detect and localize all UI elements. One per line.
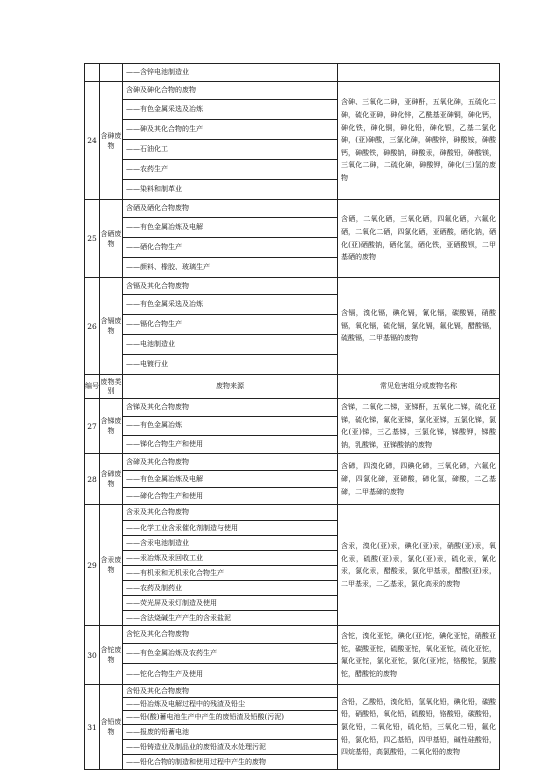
- waste-number: 31: [85, 685, 100, 770]
- source-cell: 含碲及其化合物废物: [123, 454, 338, 471]
- source-cell: ——有色金属采选及冶炼: [123, 100, 338, 120]
- source-cell: ——铅铸造业及制品业的废铅渣及水处理污泥: [123, 740, 338, 755]
- source-cell: ——颜料、橡胶、玻璃生产: [123, 258, 338, 278]
- header-number: 编号: [85, 375, 100, 399]
- source-cell: ——锑化合物生产和使用: [123, 435, 338, 454]
- components-cell: 含硒，二氧化硒，三氧化硒，四氟化硒，六氟化硒，二氧化二硒，四氯化硒，亚硒酸，硒化钠，硒化(亚)硒酸钠，硒化氢，硒化铁，亚硒酸钡，二甲基硒的废物: [338, 200, 500, 278]
- source-cell: ——汞冶炼及汞回收工业: [123, 551, 338, 566]
- waste-number: 28: [85, 454, 100, 505]
- table-row: [85, 278, 500, 295]
- components-cell: 含碲，四溴化碲，四碘化碲，三氧化碲，六氟化碲，四氯化碲，亚碲酸，碲化氢，碲酸，二乙基碲，二甲基碲的废物: [338, 454, 500, 505]
- source-cell: ——碲化合物生产和使用: [123, 488, 338, 505]
- header-row: [85, 375, 500, 399]
- hazardous-waste-table: [84, 63, 500, 770]
- source-cell: ——有色金属采选及冶炼: [123, 295, 338, 315]
- source-cell: ——石油化工: [123, 140, 338, 160]
- source-cell: ——铊化合物生产及使用: [123, 664, 338, 685]
- source-cell: ——有机汞和无机汞化合物生产: [123, 566, 338, 581]
- source-cell: 含汞及其化合物废物: [123, 505, 338, 521]
- waste-category: 含汞废物: [100, 505, 123, 626]
- waste-number: 26: [85, 278, 100, 375]
- source-cell: ——硒化合物生产: [123, 238, 338, 258]
- waste-category: 含镉废物: [100, 278, 123, 375]
- waste-category: 含铅废物: [100, 685, 123, 770]
- components-cell: 含铊，溴化亚铊，碘化(亚)铊，碘化亚铊，硝酸亚铊，碳酸亚铊，硫酸亚铊，氧化亚铊，硫化亚铊，氟化亚铊，氯化亚铊，氯化(亚)铊，铬酸铊，氯酸铊，醋酸铊的废物: [338, 626, 500, 685]
- source-cell: ——含法烧碱生产产生的含汞盐泥: [123, 611, 338, 626]
- source-cell: ——有色金属冶炼及农药生产: [123, 644, 338, 664]
- source-cell: ——电池制造业: [123, 335, 338, 355]
- header-category: 废物类别: [100, 375, 123, 399]
- source-cell: ——镉化合物生产: [123, 315, 338, 335]
- source-cell: ——有色金属冶炼及电解: [123, 471, 338, 488]
- waste-number: 29: [85, 505, 100, 626]
- table-row: [85, 685, 500, 698]
- table-row: [85, 200, 500, 218]
- components-cell: 含铅，乙酸铅，溴化铅，氢氧化铅，碘化铅，碳酸铅，硝酸铅，氧化铅，硫酸铅，铬酸铅，碳酸铅，氯化铅，二氧化铅，硫化铅，三氧化二铅，氟化铅，氯化铅，四乙基铅，四甲基铅，碱性硅酸铅，四烷基铅，高氯酸铅，二氧化铅的废物: [338, 685, 500, 770]
- header-source: 废物来源: [123, 375, 338, 399]
- source-cell: ——染料和制革业: [123, 180, 338, 200]
- table-row: [85, 505, 500, 521]
- waste-category: 含铊废物: [100, 626, 123, 685]
- waste-category: 含碲废物: [100, 454, 123, 505]
- source-cell: ——含汞电池制造业: [123, 536, 338, 551]
- table-row: [85, 82, 500, 100]
- source-cell: 含铅及其化合物废物: [123, 685, 338, 698]
- source-cell: 含砷及砷化合物的废物: [123, 82, 338, 100]
- table-row: [85, 64, 500, 82]
- source-cell: ——铅(酸)蓄电池生产中产生的废铅渣及铅酸(污泥): [123, 711, 338, 725]
- waste-category: 含硒废物: [100, 200, 123, 278]
- source-cell: ——含锌电池制造业: [123, 64, 338, 82]
- waste-category: 含锑废物: [100, 399, 123, 454]
- source-cell: ——报废的铅蓄电池: [123, 725, 338, 740]
- source-cell: ——有色金属冶炼及电解: [123, 218, 338, 238]
- source-cell: ——铅冶炼及电解过程中的残渣及铅尘: [123, 698, 338, 711]
- source-cell: ——农药生产: [123, 160, 338, 180]
- components-cell: 含砷、三氧化二砷，亚砷酐，五氧化砷，五硫化二砷，硫化亚砷，砷化锌，乙酰基亚砷铜，砷化钙，砷化铁，砷化铜，砷化铅，砷化银，乙基二氯化砷，(亚)砷酸，三氯化砷，砷酸锌，砷酸铵，砷酸钙，砷酸铁，砷酸钠，砷酸汞，砷酸铅，砷酸镁，三氧化二砷，二硫化砷，砷酸钾，砷化(三)氢的废物: [338, 82, 500, 200]
- source-cell: ——化学工业含汞催化剂制造与使用: [123, 521, 338, 536]
- table-row: [85, 399, 500, 417]
- source-cell: ——电镀行业: [123, 355, 338, 375]
- source-cell: ——铅化合物的制造和使用过程中产生的废物: [123, 755, 338, 770]
- source-cell: ——有色金属冶炼: [123, 416, 338, 435]
- waste-number: 25: [85, 200, 100, 278]
- waste-category: 含砷废物: [100, 82, 123, 200]
- components-cell: 含锑，二氧化二锑，亚锑酐，五氧化二锑，硫化亚锑，硫化锑，氟化亚锑，氯化亚锑，五氯化锑，氯化(亚)锑，三乙基锑，三氯化锑，锑酸钾，锑酸钠，乳酸锑，亚锑酸钠的废物: [338, 399, 500, 454]
- waste-number: 27: [85, 399, 100, 454]
- source-cell: 含镉及其化合物废物: [123, 278, 338, 295]
- source-cell: ——砷及其化合物的生产: [123, 120, 338, 140]
- components-cell: 含镉，溴化镉，碘化镉，氰化镉，碳酸镉，硝酸镉，氧化镉，硫化镉，氯化镉，氟化镉，醋酸镉，硫酸镉，二甲基镉的废物: [338, 278, 500, 375]
- components-cell: 含汞，溴化(亚)汞，碘化(亚)汞，硝酸(亚)汞，氧化汞，硫酸(亚)汞，氯化(亚)汞，硫化汞，氰化汞，氯化汞，醋酸汞，氯化甲基汞，醋酸(亚)汞，二甲基汞，二乙基汞，氯化高汞的废物: [338, 505, 500, 626]
- source-cell: ——农药及制药业: [123, 581, 338, 596]
- source-cell: 含硒及硒化合物废物: [123, 200, 338, 218]
- waste-number: 24: [85, 82, 100, 200]
- source-cell: 含锑及其化合物废物: [123, 399, 338, 417]
- source-cell: 含铊及其化合物废物: [123, 626, 338, 644]
- table-row: [85, 454, 500, 471]
- table-row: [85, 626, 500, 644]
- source-cell: ——荧光屏及汞灯制造及使用: [123, 596, 338, 611]
- waste-number: 30: [85, 626, 100, 685]
- header-components: 常见危害组分或废物名称: [338, 375, 500, 399]
